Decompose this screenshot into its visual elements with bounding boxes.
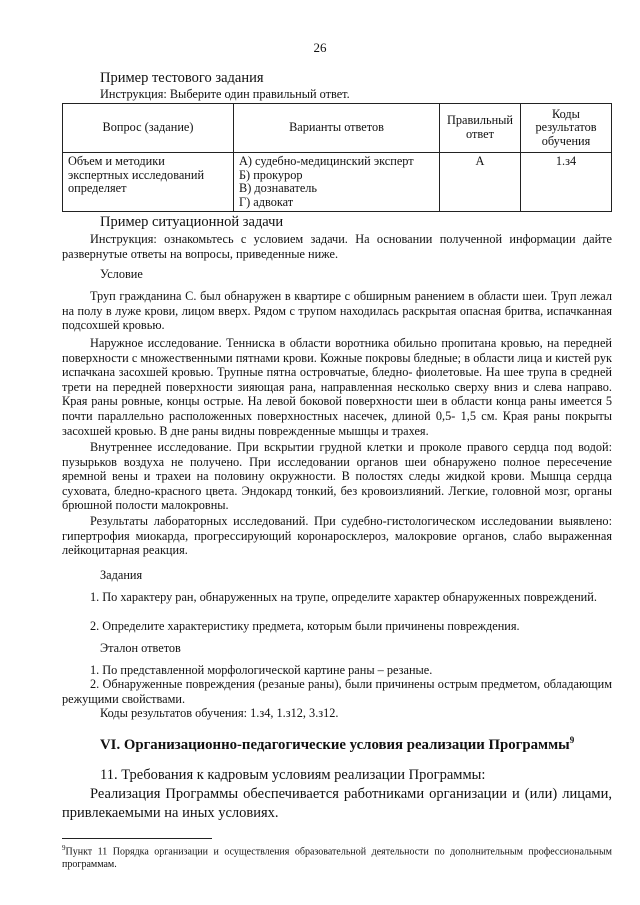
situational-instruction: Инструкция: ознакомьтесь с условием задачи. На основании полученной информации дайте развернутые ответы на вопросы, приведенные ниже. (62, 232, 612, 261)
condition-paragraph-4: Результаты лабораторных исследований. При судебно-гистологическом исследовании выявлено: гипертрофия миокарда, прогрессирующий коронаросклероз, малокровие органов, слабо выраженная лейкоцитарная реакция. (62, 514, 612, 558)
footnote-text: Пункт 11 Порядка организации и осуществления образовательной деятельности по дополнительным профессиональным программам. (62, 846, 612, 871)
section-paragraph: Реализация Программы обеспечивается работниками организации и (или) лицами, привлекаемыми на иных условиях. (62, 786, 612, 821)
condition-label: Условие (100, 267, 143, 281)
option-a: А) судебно-медицинский эксперт (239, 154, 414, 168)
option-b: Б) прокурор (239, 167, 303, 182)
section-heading (100, 735, 574, 754)
test-task-table (62, 103, 612, 212)
tasks-label: Задания (100, 568, 143, 582)
code-cell: 1.з4 (521, 153, 612, 212)
learning-codes: Коды результатов обучения: 1.з4, 1.з12, 3.з12. (100, 706, 339, 720)
answer-1: 1. По представленной морфологической картине раны – резаные. (90, 663, 433, 677)
option-d: Г) адвокат (239, 194, 294, 209)
test-task-title: Пример тестового задания (100, 70, 264, 86)
header-codes: Коды результатов обучения (521, 104, 612, 153)
condition-paragraph-1: Труп гражданина С. был обнаружен в квартире с обширным ранением в области шеи. Труп лежал на полу в луже крови, лицом вверх. Рядом с трупом находилась раскрытая опасная бритва, испачканная подсохшей кровью. (62, 289, 612, 333)
answer-2: 2. Обнаруженные повреждения (резаные раны), были причинены острым предметом, обладающим режущими свойствами. (62, 677, 612, 706)
situational-title: Пример ситуационной задачи (100, 214, 284, 230)
question-cell: Объем и методики экспертных исследований определяет (63, 153, 234, 212)
header-answer: Правильный ответ (440, 104, 521, 153)
table-row (63, 153, 612, 212)
condition-paragraph-3: Внутреннее исследование. При вскрытии грудной клетки и проколе правого сердца под водой: пузырьков воздуха не получено. При исследовании органов шеи обнаружено полное пересечение яремной вены и трахеи на половину окружности. В полостях следы жидкой крови. Мышца сердца суховата, бледно-красного цвета. Эндокард тонкий, без кровоизлияний. Легкие, головной мозг, органы брюшной полости малокровны. (62, 440, 612, 513)
table-header-row (63, 104, 612, 153)
answer-cell: А (440, 153, 521, 212)
footnote (62, 842, 612, 871)
header-options: Варианты ответов (234, 104, 440, 153)
footnote-mark: 9 (62, 844, 66, 852)
options-cell (234, 153, 440, 212)
condition-paragraph-2: Наружное исследование. Тенниска в области воротника обильно пропитана кровью, на передней поверхности с множественными пятнами крови. Кожные покровы бледные; в области лица и кистей рук испачкана засохшей кровью. Трупные пятна островчатые, бледно- фиолетовые. На шее трупа в средней трети на передней поверхности зияющая рана, направленная несколько сверху вниз и слева направо. Края раны ровные, концы острые. На левой боковой поверхности шеи в области конца раны имеется 5 почти параллельно расположенных поверхностных насечек, длиной 0,5- 1,5 см. Края раны покрыты засохшей кровью. В дне раны видны поврежденные мышцы и трахея. (62, 336, 612, 438)
answers-label: Эталон ответов (100, 641, 181, 655)
option-c: В) дознаватель (239, 181, 318, 196)
task-2: 2. Определите характеристику предмета, которым были причинены повреждения. (90, 619, 520, 633)
footnote-separator (62, 838, 212, 839)
section-heading-text: VI. Организационно-педагогические условия реализации Программы (100, 736, 570, 753)
section-footnote-mark: 9 (569, 735, 575, 745)
section-subheading: 11. Требования к кадровым условиям реализации Программы: (100, 767, 486, 783)
header-question: Вопрос (задание) (63, 104, 234, 153)
page-number: 26 (313, 40, 327, 55)
task-1: 1. По характеру ран, обнаруженных на трупе, определите характер обнаруженных повреждений. (90, 590, 597, 604)
test-task-instruction: Инструкция: Выберите один правильный ответ. (100, 87, 350, 101)
